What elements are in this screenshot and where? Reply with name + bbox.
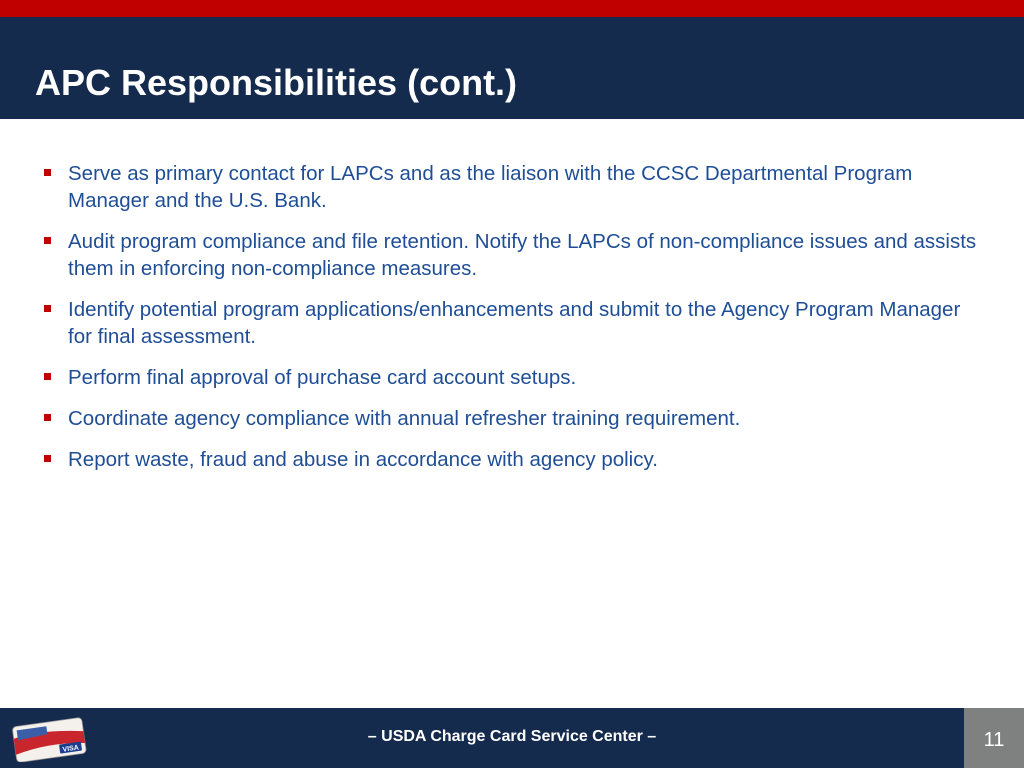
bullet-item [40,228,980,282]
square-bullet-icon [44,169,51,176]
bullet-text: Serve as primary contact for LAPCs and as the liaison with the CCSC Departmental Program Manager and the U.S. Bank. [68,162,913,212]
bullet-item [40,405,980,432]
bullet-item [40,364,980,391]
bullet-text: Identify potential program applications/enhancements and submit to the Agency Program Manager for final assessment. [68,298,961,348]
slide-title: APC Responsibilities (cont.) [35,62,518,103]
square-bullet-icon [44,305,51,312]
square-bullet-icon [44,455,51,462]
title-bar [0,17,1024,119]
square-bullet-icon [44,237,51,244]
bullet-text: Coordinate agency compliance with annual refresher training requirement. [68,407,741,430]
bullet-text: Perform final approval of purchase card account setups. [68,366,577,389]
page-number: 11 [964,708,1024,768]
square-bullet-icon [44,414,51,421]
footer-bar [0,708,1024,768]
bullet-item [40,446,980,473]
top-red-stripe [0,0,1024,17]
bullet-item [40,160,980,214]
bullet-text: Audit program compliance and file retention. Notify the LAPCs of non-compliance issues and assists them in enforcing non-compliance measures. [68,230,977,280]
logo-text: VISA [62,744,80,754]
square-bullet-icon [44,373,51,380]
bullet-list [40,160,980,487]
bullet-text: Report waste, fraud and abuse in accordance with agency policy. [68,448,658,471]
bullet-item [40,296,980,350]
footer-text: – USDA Charge Card Service Center – [367,728,657,745]
